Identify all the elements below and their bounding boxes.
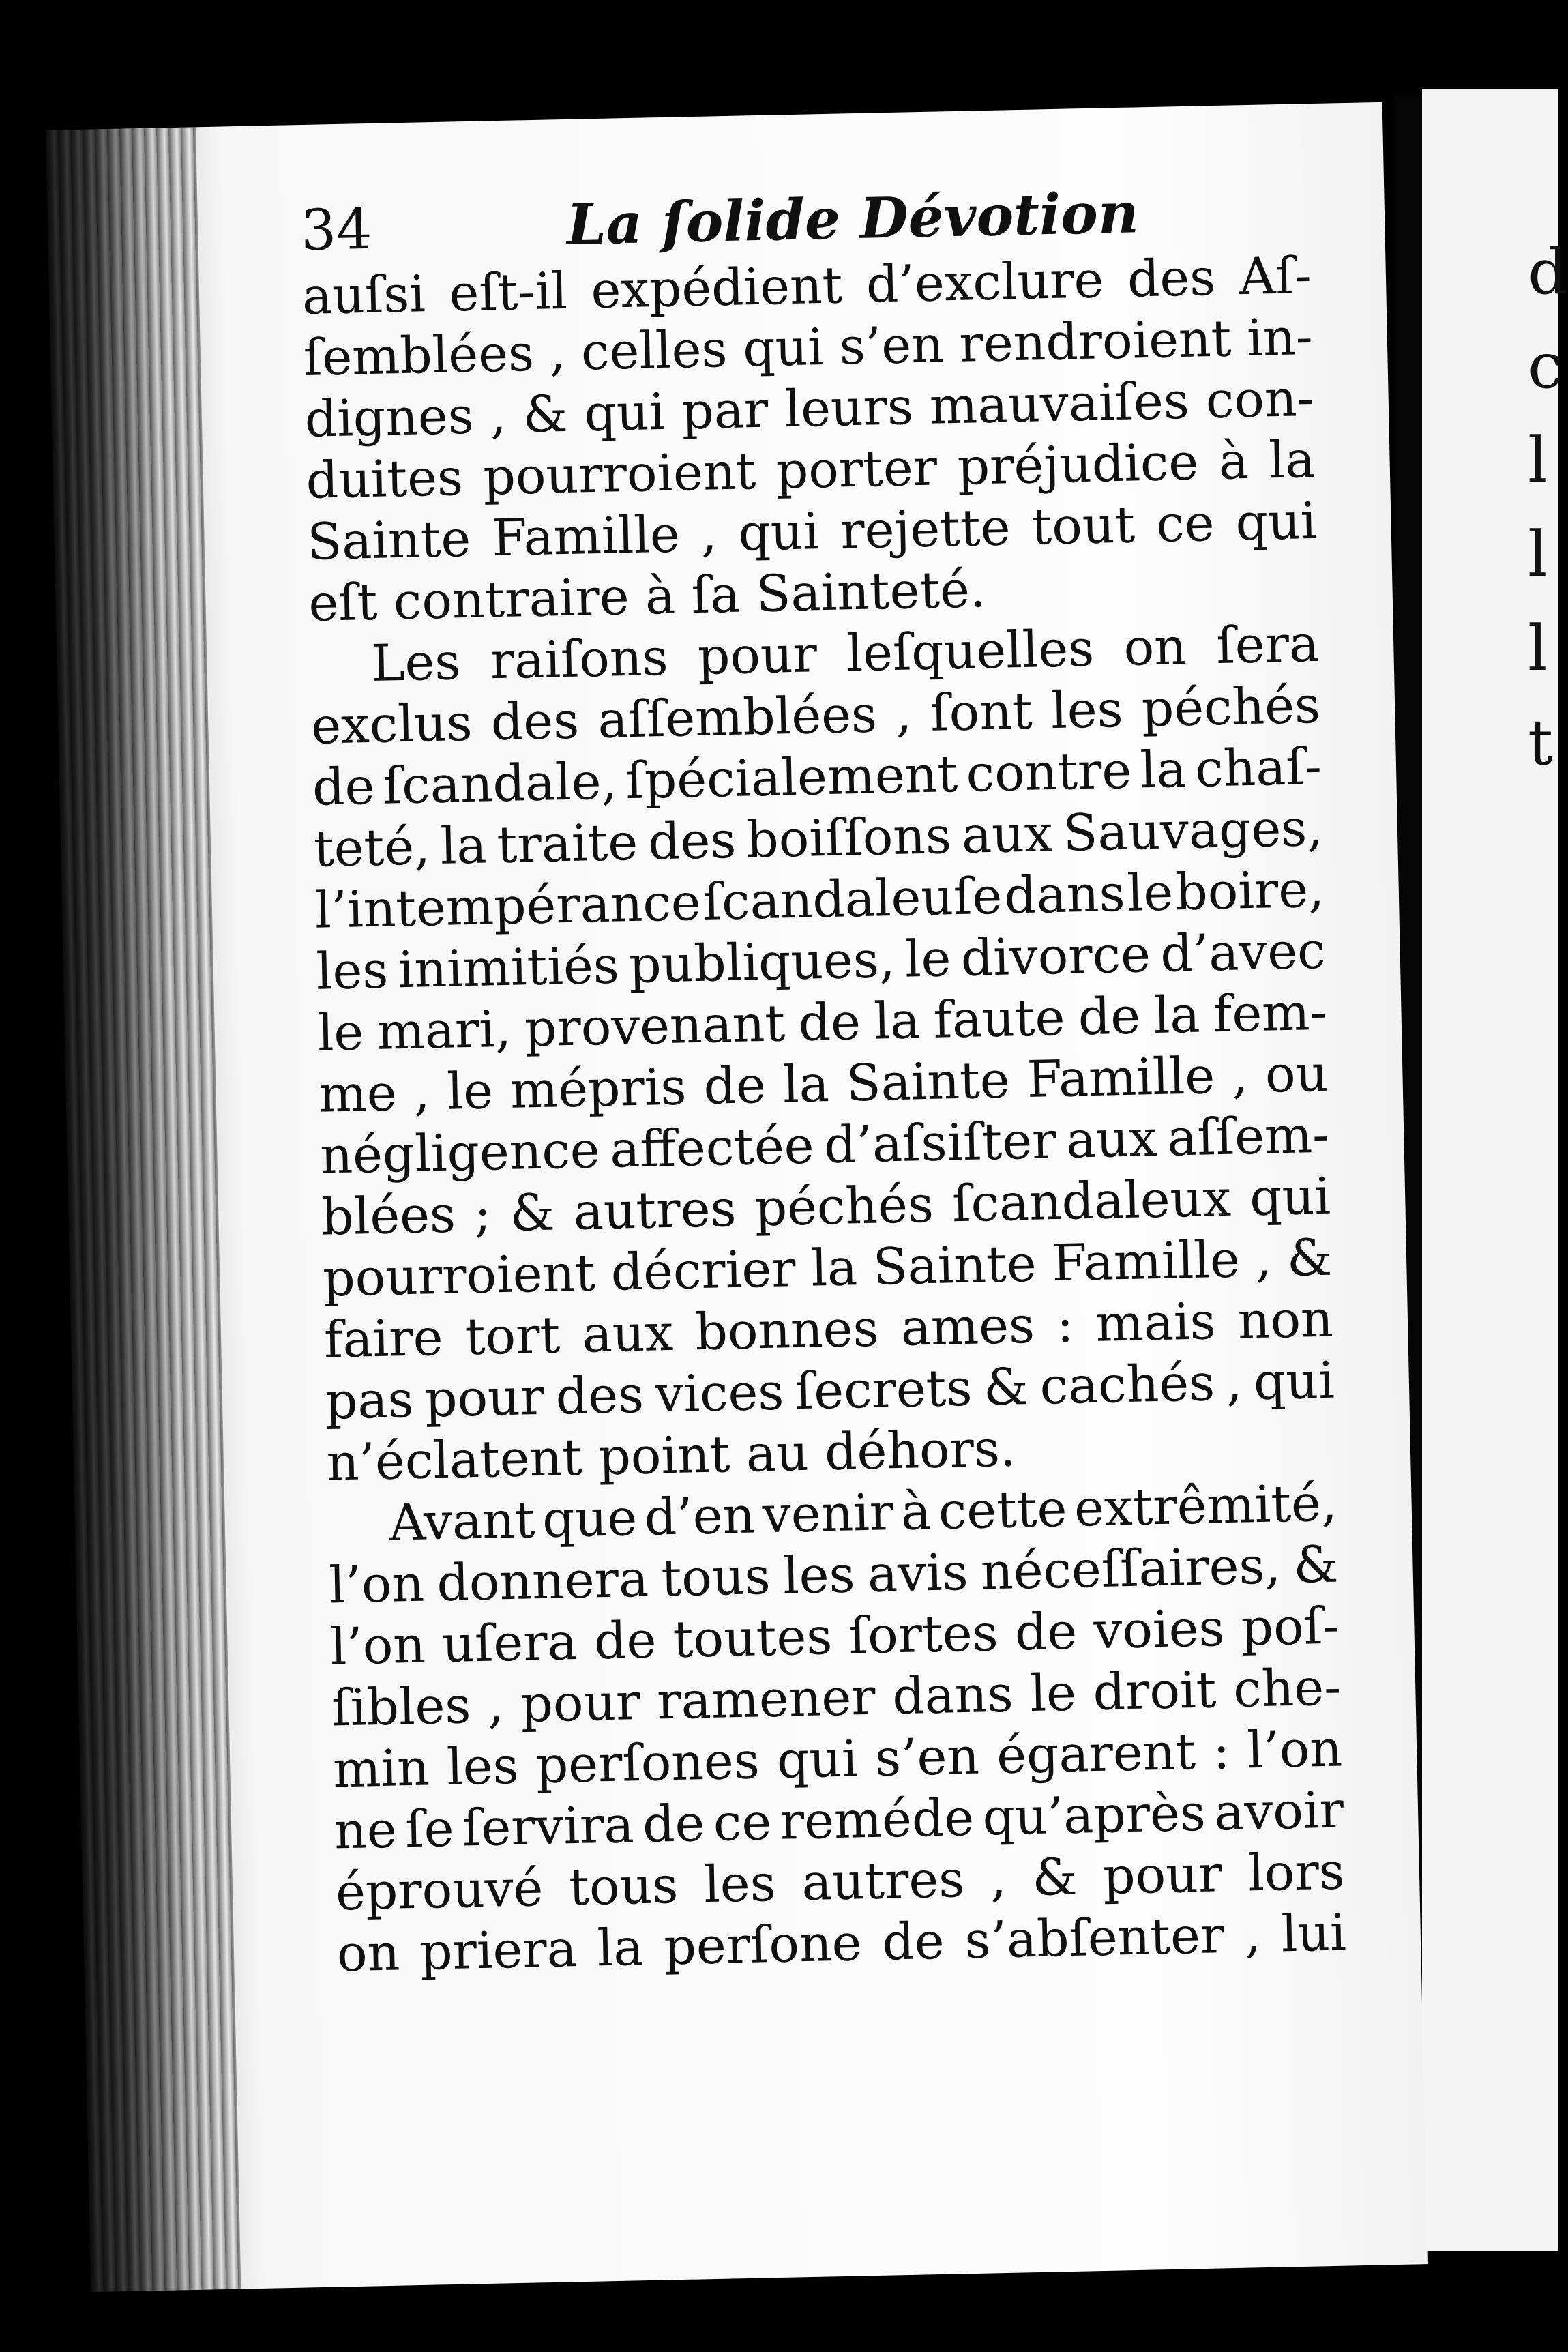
text-line: pourroient décrier la Sainte Famille , &: [322, 1228, 1333, 1308]
facing-page-letter: c: [1528, 329, 1563, 402]
facing-page-letter: l: [1528, 518, 1548, 591]
text-line: les inimitiés publiques, le divorce d’avec: [315, 921, 1327, 1001]
page-number: 34: [300, 196, 373, 263]
text-line: exclus des aſſemblées , ſont les péchés: [310, 675, 1321, 756]
text-line: duites pourroient porter préjudice à la: [305, 430, 1316, 510]
text-line: pas pour des vices ſecrets & cachés , qui: [325, 1351, 1335, 1431]
page-text: [300, 177, 1347, 1984]
body-text: [301, 245, 1346, 1984]
text-line: me , le mépris de la Sainte Famille , ou: [318, 1044, 1329, 1124]
text-line: Les raiſons pour leſquelles on ſera: [370, 614, 1320, 693]
text-line: auſsi eſt-il expédient d’exclure des Aſ-: [301, 246, 1312, 326]
paragraph: [301, 245, 1318, 634]
text-line: Avant que d’en venir à cette extrêmité,: [388, 1473, 1338, 1553]
text-line: ſibles , pour ramener dans le droit che-: [331, 1658, 1342, 1738]
text-line: min les perſones qui s’en égarent : l’on: [332, 1719, 1343, 1799]
text-line: l’on uſera de toutes ſortes de voies poſ-: [329, 1596, 1340, 1677]
text-line: teté, la traite des boiſſons aux Sauvages,: [313, 798, 1324, 879]
facing-page-letter: t: [1528, 706, 1553, 779]
text-line: éprouvé tous les autres , & pour lors: [335, 1842, 1346, 1922]
facing-page-letter: l: [1528, 612, 1548, 685]
paragraph: [309, 613, 1336, 1494]
text-line: on priera la perſone de s’abſenter , lui: [336, 1903, 1347, 1984]
text-line: le mari, provenant de la faute de la fem-: [316, 982, 1328, 1063]
text-line: blées ; & autres péchés ſcandaleux qui: [321, 1166, 1331, 1247]
text-line: de ſcandale, ſpécialement contre la chaſ-: [312, 737, 1322, 817]
text-line: ſemblées , celles qui s’en rendroient in-: [303, 307, 1314, 387]
text-line: eſt contraire à ſa Sainteté.: [308, 560, 987, 633]
text-line: Sainte Famille , qui rejette tout ce qui: [306, 491, 1318, 572]
text-line: dignes , & qui par leurs mauvaiſes con-: [304, 368, 1315, 449]
text-line: l’intempérance ſcandaleuſe dans le boire,: [314, 859, 1325, 940]
facing-page-letter: d: [1528, 235, 1568, 308]
paragraph: [327, 1473, 1347, 1985]
text-line: ne ſe ſervira de ce reméde qu’après avoir: [334, 1780, 1344, 1861]
facing-page-letters: [1528, 225, 1568, 790]
text-line: n’éclatent point au déhors.: [325, 1419, 1017, 1493]
text-line: négligence affectée d’aſsiſter aux aſſem-: [319, 1105, 1330, 1186]
text-line: l’on donnera tous les avis néceſſaires, &: [328, 1535, 1340, 1615]
facing-page-letter: l: [1528, 424, 1548, 497]
running-title: La ſolide Dévotion: [565, 180, 1140, 258]
text-line: faire tort aux bonnes ames : mais non: [323, 1289, 1334, 1370]
